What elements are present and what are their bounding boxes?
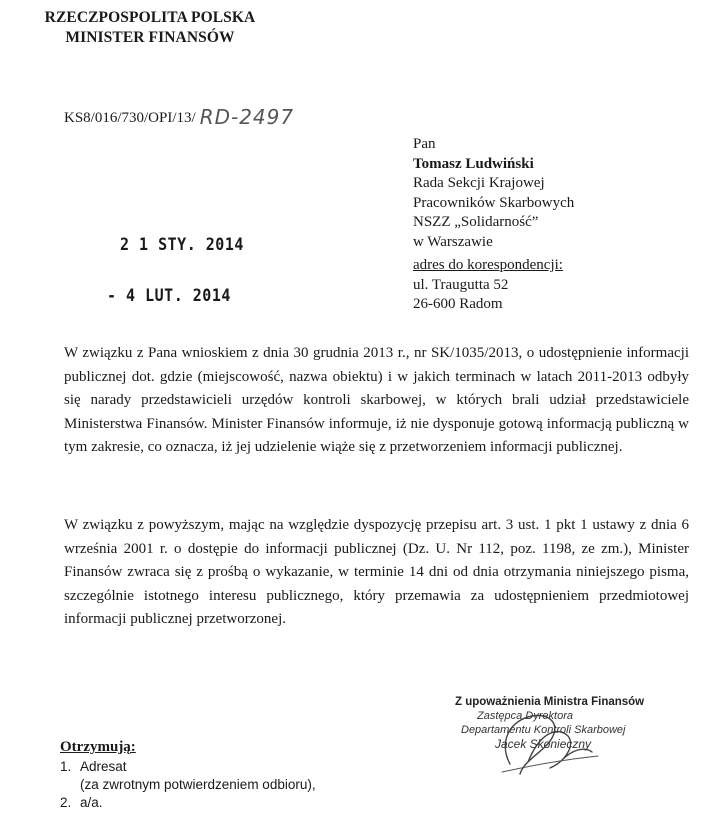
recipient-address bbox=[413, 135, 574, 315]
recipient-salutation: Pan bbox=[413, 136, 436, 152]
body-paragraph-1: W związku z Pana wnioskiem z dnia 30 grudnia 2013 r., nr SK/1035/2013, o udostępnienie informacji publicznej dot. gdzie (miejscowość, nazwa obiektu) i w jakich terminach w latach 2011-2013 odbyły się narady przedstawicieli urzędów kontroli skarbowej, w których brali udział przedstawiciele Ministerstwa Finansów. Minister Finansów informuje, iż nie dysponuje gotową informacją publiczną w tym zakresie, co oznacza, iż jej udzielenie wiąże się z przetworzeniem informacji publicznej. bbox=[64, 345, 689, 455]
recipient-line2: Pracowników Skarbowych bbox=[413, 194, 575, 211]
letterhead-country: RZECZPOSPOLITA POLSKA bbox=[44, 9, 256, 26]
signature-authority: Z upoważnienia Ministra Finansów bbox=[455, 696, 645, 708]
list-item bbox=[60, 794, 316, 812]
recipient-line3: NSZZ „Solidarność” bbox=[413, 214, 539, 230]
signature-position: Zastępca Dyrektora bbox=[477, 710, 573, 722]
signature-department: Departamentu Kontroli Skarbowej bbox=[461, 724, 626, 736]
recipient-name: Tomasz Ludwiński bbox=[413, 155, 534, 172]
letterhead-ministry: MINISTER FINANSÓW bbox=[65, 29, 235, 46]
recipient-street: ul. Traugutta 52 bbox=[413, 276, 509, 293]
list-item bbox=[60, 758, 316, 776]
correspondence-label: adres do korespondencji: bbox=[413, 257, 563, 273]
recipient-city: 26-600 Radom bbox=[413, 296, 503, 312]
body-paragraph-2: W związku z powyższym, mając na względzie dyspozycję przepisu art. 3 ust. 1 pkt 1 ustawy z dnia 6 września 2001 r. o dostępie do informacji publicznej (Dz. U. Nr 112, poz. 1198, ze zm.), Minister Finansów zwraca się z prośbą o wykazanie, w terminie 14 dni od dnia otrzymania niniejszego pisma, szczególnie istotnego interesu publicznego, który przemawia za udostępnieniem przedmiotowej informacji publicznej przetworzonej. bbox=[64, 517, 689, 627]
list-item-label: Adresat bbox=[80, 759, 127, 774]
list-item-note: (za zwrotnym potwierdzeniem odbioru), bbox=[80, 777, 316, 792]
reference-number-text: KS8/016/730/OPI/13/ bbox=[64, 110, 196, 126]
recipient-line4: w Warszawie bbox=[413, 233, 493, 250]
reference-number bbox=[64, 103, 294, 127]
recipients-title: Otrzymują: bbox=[60, 739, 136, 755]
list-item-number: 2. bbox=[60, 795, 72, 810]
recipient-line1: Rada Sekcji Krajowej bbox=[413, 175, 545, 191]
recipients-list bbox=[60, 738, 316, 812]
letterhead bbox=[30, 8, 270, 48]
list-item-label: a/a. bbox=[80, 795, 103, 810]
handwritten-reference: RD-2497 bbox=[199, 105, 295, 129]
signature-name: Jacek Skonieczny bbox=[495, 737, 592, 751]
list-item-number: 1. bbox=[60, 759, 72, 774]
date-stamp-received: 2 1 STY. 2014 bbox=[120, 234, 244, 255]
date-stamp-sent: - 4 LUT. 2014 bbox=[107, 285, 231, 306]
signature-block bbox=[455, 695, 675, 751]
